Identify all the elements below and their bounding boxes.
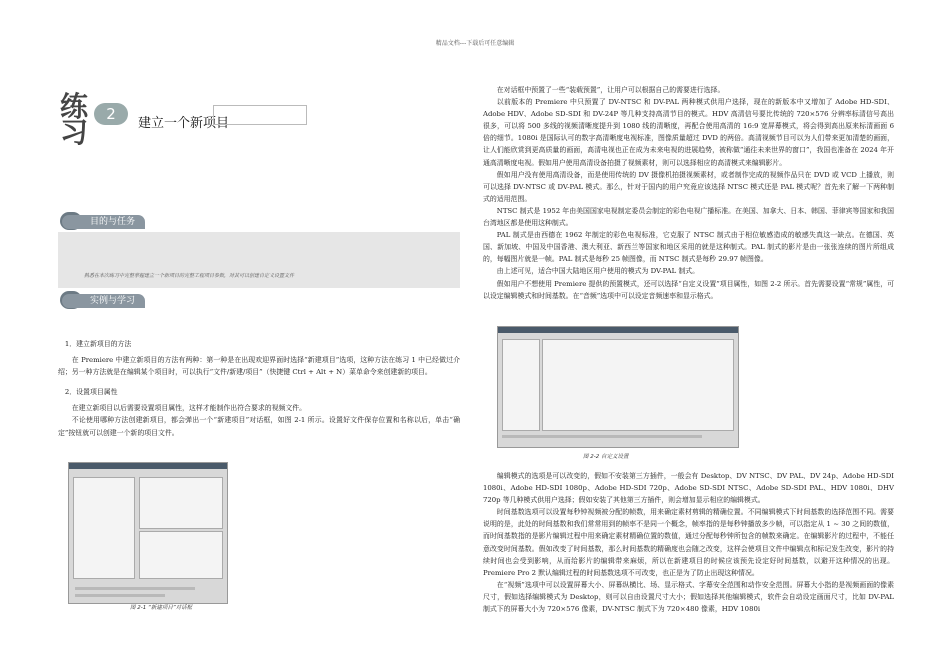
badge-char-1: 练 [60, 90, 89, 123]
dialog-titlebar [69, 463, 227, 469]
paragraph: 假如用户不想使用 Premiere 提供的预置模式，还可以选择“自定义设置”项目属性，如图 2-2 所示。首先需要设置“常规”属性，可以设定编辑模式和时间基数。在“音频”选项中可以设定音频速率和显示格式。 [483, 279, 894, 300]
paragraph: NTSC 制式是 1952 年由美国国家电视制定委员会制定的彩色电视广播标准。在美国、加拿大、日本、韩国、菲律宾等国家和我国台湾地区都是使用这种制式。 [483, 206, 894, 228]
paragraph: 在“视频”选项中可以设置屏幕大小、屏幕纵横比、场、显示格式、字幕安全范围和动作安全范围。屏幕大小指的是视频画面的像素尺寸，假如选择编辑模式为 Desktop，则可以自由设置尺寸大小；假如选择其他编辑模式，软件会自动设定画面尺寸，比如 DV-PAL 制式下的屏幕大小为 720×576 像素，DV-NTSC 制式下为 720×480 像素，HDV 1080i [483, 580, 894, 614]
paragraph: 时间基数选项可以设置每秒钟视频被分配的帧数，用来确定素材剪辑的精确位置。不同编辑模式下时间基数的选择范围不同。需要说明的是，此处的时间基数和我们常常用到的帧率不是同一个概念，帧率指的是每秒钟播放多少帧，可以指定从 1 ~ 30 之间的数值，而时间基数指的是影片编辑过程中用来确定素材精确位置的数值，通过分配每秒钟所包含的帧数来确定。在编辑影片的过程中，不能任意改变时间基数。假如改变了时间基数，那么时间基数的精确度也会随之改变，这样会使项目文件中编辑点和标记发生改变，影片的持续时间也会受到影响，从而给影片的编辑带来麻烦，所以在新建项目的时候应该预先设定好时间基数，以避开这种情况的出现。Premiere Pro 2 默认编辑过程的时间基数选项不可改变，也正是为了防止出现这种情况。 [483, 508, 894, 577]
settings-panel [542, 339, 734, 431]
paragraph: 假如用户没有使用高清设备，而是使用传统的 DV 摄像机拍摄视频素材，或者制作完成的视频作品只在 DVD 或 VCD 上播放，则可以选择 DV-NTSC 或 DV-PAL 模式。那么，针对于国内的用户究竟应该选择 NTSC 模式还是 PAL 模式呢？首先来了解一下两种制式的适用范围。 [483, 170, 894, 203]
paragraph: 在对话框中预置了一些“装载预置”，让用户可以根据自己的需要进行选择。 [496, 86, 725, 94]
description-panel [139, 477, 223, 529]
heading-project-properties: 2．设置项目属性 [64, 388, 118, 397]
figure-caption: 图 2-2 自定义设置 [583, 454, 629, 460]
exercise-badge [58, 85, 138, 149]
goal-text: 熟悉在本次练习中完整掌握建立一个新项目的完整工程项目参数，对其可以创建自定义设置文件 [84, 273, 295, 279]
badge-char-2: 习 [60, 116, 89, 149]
figure-caption: 图 2-1 “新建项目”对话框 [130, 605, 193, 611]
right-column-bottom [483, 470, 894, 615]
title-frame [213, 105, 307, 125]
dialog-titlebar [498, 327, 738, 333]
paragraph: 编辑模式的选项是可以改变的，假如不安装第三方插件，一般会有 Desktop、DV NTSC、DV PAL、DV 24p、Adobe HD-SDI 1080i、Adobe HD-SDI 1080p、Adobe HD-SDI 720p、Adobe SD-SDI NTSC、Adobe SD-SDI PAL、HDV 1080i、DHV 720p 等几种模式供用户选择；假如安装了其他第三方插件，则会增加显示相应的编辑模式。 [483, 472, 894, 505]
section-practice-label: 实例与学习 [62, 294, 145, 308]
preset-list [73, 477, 135, 579]
paragraph: PAL 制式是由西德在 1962 年制定的彩色电视标准，它克服了 NTSC 制式由于相位敏感造成的敏感失真这一缺点。在德国、英国、新加坡、中国及中国香港、澳大利亚、新西兰等国家和地区采用的就是这种制式。PAL 制式的影片是由一张张连续的图片所组成的，每幅图片就是一帧。PAL 制式是每秒 25 帧图像，而 NTSC 制式是每秒 29.97 帧图像。 [483, 231, 894, 264]
paragraph: 由上述可见，适合中国大陆地区用户使用的模式为 DV-PAL 制式。 [496, 267, 700, 276]
location-field [502, 435, 702, 438]
paragraph: 不论使用哪种方法创建新项目，都会弹出一个“新建项目”对话框，如图 2-1 所示。设置好文件保存位置和名称以后，单击“确定”按钮就可以创建一个新的项目文件。 [58, 416, 460, 437]
paragraph: 在建立新项目以后需要设置项目属性，这样才能制作出符合要求的视频文件。 [71, 404, 307, 413]
name-field [75, 594, 165, 597]
right-column-top [483, 84, 894, 302]
paragraph: 以前版本的 Premiere 中只预置了 DV-NTSC 和 DV-PAL 两种模式供用户选择，现在的新版本中又增加了 Adobe HD-SDI、Adobe HDV、Adobe SD-SDI 和 DV-24P 等几种支持高清节目的模式。HDV 高清信号要比传统的 720×576 分辨率标清信号高出很多，可以将 500 多线的视频清晰度提升到 1080 线的清晰度，再配合使用高清的 16:9 宽屏幕模式，将会得到高出原来标清画面 6 倍的细节。1080i 是国际认可的数字高清晰度电视标准，图像质量超过 DVD 的两倍。高清视频节目可以为人们带来更加清楚的画面，让人们能欣赏到更高质量的画面，高清电视也正在成为未来电视的进展趋势，被称做“通往未来世界的窗口”，我国也准备在 2024 年开通高清晰度电视。假如用户使用高清设备拍摄了视频素材，则可以选择相应的高清模式来编辑影片。 [483, 98, 894, 167]
left-column [58, 330, 460, 439]
page-header: 精品文档---下载后可任意编辑 [435, 40, 515, 47]
location-field [75, 587, 195, 590]
general-panel [139, 531, 223, 579]
section-goal-label: 目的与任务 [62, 215, 145, 229]
figure-new-project-dialog [68, 462, 228, 604]
paragraph: 在 Premiere 中建立新项目的方法有两种：第一种是在出现欢迎界面时选择“新建项目”选项，这种方法在练习 1 中已经做过介绍；另一种方法就是在编辑某个项目时，可以执行“文件/新建/项目”（快捷键 Ctrl + Alt + N）菜单命令来创建新的项目。 [58, 356, 460, 377]
heading-new-project-method: 1．建立新项目的方法 [64, 340, 132, 348]
exercise-number: 2 [94, 103, 128, 125]
page-title: 建立一个新项目 [138, 116, 230, 131]
figure-custom-settings [497, 326, 739, 448]
settings-categories [502, 339, 540, 431]
